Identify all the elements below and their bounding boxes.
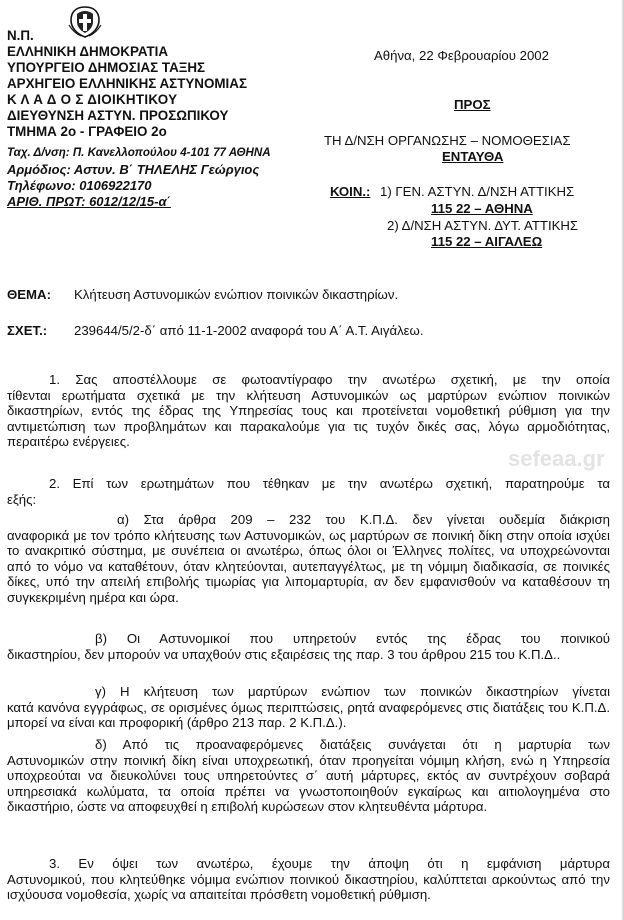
subparagraph-a-first-line: α) Στα άρθρα 209 – 232 του Κ.Π.Δ. δεν γίνεται ουδεμία διάκριση xyxy=(117,512,610,527)
phone-number: Τηλέφωνο: 0106922170 xyxy=(7,178,152,193)
koin-label: ΚΟΙΝ.: xyxy=(330,184,371,199)
relation-label: ΣΧΕΤ.: xyxy=(7,323,48,338)
paragraph-2 xyxy=(7,476,610,507)
header-line-ministry: ΥΠΟΥΡΓΕΙΟ ΔΗΜΟΣΙΑΣ ΤΑΞΗΣ xyxy=(7,60,206,75)
header-line-department: ΤΜΗΜΑ 2ο - ΓΡΑΦΕΙΟ 2ο xyxy=(7,124,167,139)
relation-text: 239644/5/2-δ΄ από 11-1-2002 αναφορά του Α΄ Α.Τ. Αιγάλεω. xyxy=(74,323,424,338)
subparagraph-c xyxy=(7,684,610,731)
koin-recipient-1-code: 115 22 – ΑΘΗΝΑ xyxy=(431,201,533,216)
np-label: Ν.Π. xyxy=(7,28,34,43)
paragraph-1 xyxy=(7,372,610,450)
subparagraph-b-body: δικαστηρίου, δεν μπορούν να υπαχθούν στις εξαιρέσεις της παρ. 3 του άρθρου 215 του Κ.Π.Δ.. xyxy=(7,646,561,662)
competent-officer: Αρμόδιος: Αστυν. Β΄ ΤΗΛΕΛΗΣ Γεώργιος xyxy=(7,162,260,177)
paragraph-2-body: εξής: xyxy=(7,491,37,507)
subparagraph-c-first-line: γ) Η κλήτευση των μαρτύρων ενώπιον των ποινικών δικαστηρίων γίνεται xyxy=(95,684,610,699)
paragraph-3-body: Αστυνομικού, που κλητεύθηκε νόμιμα ενώπιον ποινικού δικαστηρίου, καλύπτεται αρκούντως από την ισχύουσα νομοθεσία, χωρίς να απαιτείται πρόσθετη νομοθετική ρύθμιση. xyxy=(7,871,610,903)
subparagraph-d-body: Αστυνομικών στην ποινική δίκη είναι υποχρεωτική, όταν προηγείται νόμιμη κλήση, ενώ η Υπηρεσία υποχρεούται να διευκολύνει τους υπηρετούντες σ΄ αυτή μάρτυρες, εκτός αν συντρέχουν σοβαρά υπηρεσιακά κωλύματα, τα οποία πρέπει να γνωστοποιηθούν εγκαίρως και αιτιολογημένα στο δικαστήριο, ώστε να αποφευχθεί η επιβολή κυρώσεων στον κλητευθέντα μάρτυρα. xyxy=(7,752,610,815)
subparagraph-c-body: κατά κανόνα εγγράφως, σε ορισμένες όμως περιπτώσεις, ρητά αναφερόμενες στις διατάξεις του Κ.Π.Δ. μπορεί να είναι και προφορική (άρθρο 213 παρ. 2 Κ.Π.Δ.). xyxy=(7,699,610,731)
subject-label: ΘΕΜΑ: xyxy=(7,287,51,302)
protocol-number: ΑΡΙΘ. ΠΡΩΤ: 6012/12/15-α΄ xyxy=(7,194,171,209)
watermark: sefeaa.gr xyxy=(508,446,605,471)
header-line-republic: ΕΛΛΗΝΙΚΗ ΔΗΜΟΚΡΑΤΙΑ xyxy=(7,44,169,59)
paragraph-3-first-line: 3. Εν όψει των ανωτέρω, έχουμε την άποψη ότι η εμφάνιση μάρτυρα xyxy=(49,856,610,871)
koin-recipient-2-code: 115 22 – ΑΙΓΑΛΕΩ xyxy=(431,234,543,249)
subparagraph-a-body: αναφορικά με τον τρόπο κλήτευσης των Αστυνομικών, ως μαρτύρων σε ποινική δίκη στην οποία ισχύει το ανακριτικό σύστημα, με συνέπεια οι ανωτέρω, όπως όλοι οι Έλληνες πολίτες, να υποχρεώνονται από το νόμο να καταθέτουν, όταν κλητεύονται, αυτεπαγγέλτως, με τη νόμιμη διαδικασία, σε ποινικές δίκες, υπό την απειλή επιβολής τιμωρίας για λιπομαρτυρία, αν δεν εμφανισθούν να καταθέσουν τη συγκεκριμένη ημέρα και ώρα. xyxy=(7,527,610,605)
subparagraph-a xyxy=(7,512,610,606)
subject-text: Κλήτευση Αστυνομικών ενώπιον ποινικών δικαστηρίων. xyxy=(74,287,399,302)
header-line-branch: Κ Λ Α Δ Ο Σ ΔΙΟΙΚΗΤΙΚΟΥ xyxy=(7,92,178,107)
paragraph-2-first-line: 2. Επί των ερωτημάτων που τέθηκαν με την ανωτέρω σχετική, παρατηρούμε τα xyxy=(49,476,610,491)
greek-coat-of-arms-logo xyxy=(66,5,104,39)
recipient-directorate: ΤΗ Δ/ΝΣΗ ΟΡΓΑΝΩΣΗΣ – ΝΟΜΟΘΕΣΙΑΣ xyxy=(324,133,571,148)
paragraph-1-body: τίθενται ερωτήματα σχετικά με την κλήτευση Αστυνομικών ως μαρτύρων ενώπιον ποινικών δικαστηρίων, εντός της έδρας της Υπηρεσίας τους και προτείνεται νομοθετική ρύθμιση για την αντιμετώπιση των προβλημάτων και παρακαλούμε για τις τυχόν δικές σας, λόγω αρμοδιότητας, περαιτέρω ενέργειες. xyxy=(7,387,610,450)
subparagraph-b-first-line: β) Οι Αστυνομικοί που υπηρετούν εντός της έδρας του ποινικού xyxy=(95,631,610,646)
pros-label: ΠΡΟΣ xyxy=(454,97,491,112)
document-date: Αθήνα, 22 Φεβρουαρίου 2002 xyxy=(374,48,549,63)
postal-address: Ταχ. Δ/νση: Π. Κανελλοπούλου 4-101 77 ΑΘΗΝΑ xyxy=(7,146,271,159)
subparagraph-d xyxy=(7,737,610,815)
koin-recipient-1: 1) ΓΕΝ. ΑΣΤΥΝ. Δ/ΝΣΗ ΑΤΤΙΚΗΣ xyxy=(380,184,575,199)
koin-recipient-2: 2) Δ/ΝΣΗ ΑΣΤΥΝ. ΔΥΤ. ΑΤΤΙΚΗΣ xyxy=(387,218,579,233)
subparagraph-d-first-line: δ) Από τις προαναφερόμενες διατάξεις συνάγεται ότι η μαρτυρία των xyxy=(95,737,610,752)
paragraph-3 xyxy=(7,856,610,903)
header-line-hq: ΑΡΧΗΓΕΙΟ ΕΛΛΗΝΙΚΗΣ ΑΣΤΥΝΟΜΙΑΣ xyxy=(7,76,247,91)
header-line-directorate: ΔΙΕΥΘΥΝΣΗ ΑΣΤΥΝ. ΠΡΟΣΩΠΙΚΟΥ xyxy=(7,108,229,123)
paragraph-1-first-line: 1. Σας αποστέλλουμε σε φωτοαντίγραφο την ανωτέρω σχετική, με την οποία xyxy=(49,372,610,387)
entaytha-label: ΕΝΤΑΥΘΑ xyxy=(442,149,504,164)
subparagraph-b xyxy=(7,631,610,662)
